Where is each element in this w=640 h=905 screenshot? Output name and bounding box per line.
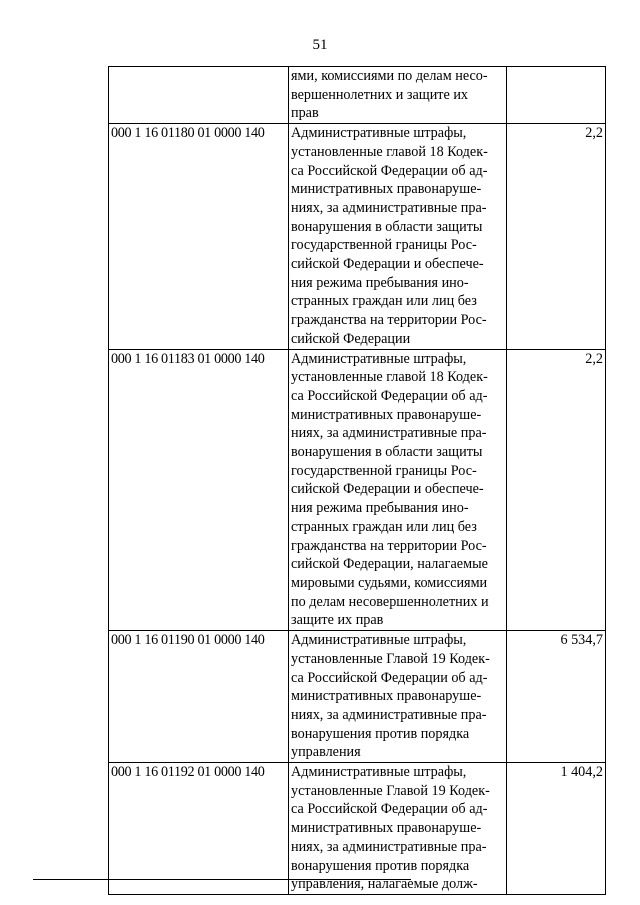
description-line: вонарушения в области защиты (291, 218, 483, 235)
description-line: установленные Главой 19 Кодек- (291, 782, 490, 799)
budget-classification-code: 000 1 16 01180 01 0000 140 (109, 124, 289, 349)
description-line: вершеннолетних и защите их (291, 86, 469, 103)
description-line: гражданства на территории Рос- (291, 312, 487, 329)
description-line: Административные штрафы, (291, 764, 467, 781)
description-line: по делам несовершеннолетних и (291, 593, 489, 610)
description-line: министративных правонаруше- (291, 181, 482, 198)
description-line: са Российской Федерации об ад- (291, 387, 488, 404)
description-line: Административные штрафы, (291, 350, 467, 367)
description-line: гражданства на территории Рос- (291, 537, 487, 554)
footnote-separator-line (33, 879, 411, 880)
description-line: прав (291, 105, 319, 122)
description-line: вонарушения против порядка (291, 725, 470, 742)
description-line: Административные штрафы, (291, 125, 467, 142)
table-row (109, 124, 606, 349)
description-line: ниях, за административные пра- (291, 706, 487, 723)
description-line: управления, налагаемые долж- (291, 876, 478, 893)
description-line: ниях, за административные пра- (291, 425, 487, 442)
budget-revenue-table (108, 66, 606, 895)
description-line: ниях, за административные пра- (291, 199, 487, 216)
table-row (109, 763, 606, 895)
revenue-description (289, 763, 507, 895)
description-line: са Российской Федерации об ад- (291, 801, 488, 818)
description-line: сийской Федерации и обеспече- (291, 256, 484, 273)
description-line: мировыми судьями, комиссиями (291, 574, 488, 591)
amount: 1 404,2 (507, 763, 606, 895)
description-line: ниях, за административные пра- (291, 838, 487, 855)
revenue-description (289, 349, 507, 631)
table-body (109, 67, 606, 895)
description-line: управления (291, 744, 361, 761)
revenue-description (289, 631, 507, 763)
budget-classification-code: 000 1 16 01192 01 0000 140 (109, 763, 289, 895)
description-line: министративных правонаруше- (291, 688, 482, 705)
description-line: установленные главой 18 Кодек- (291, 369, 488, 386)
description-line: ями, комиссиями по делам несо- (291, 68, 488, 84)
revenue-description (289, 67, 507, 124)
budget-classification-code: 000 1 16 01190 01 0000 140 (109, 631, 289, 763)
description-line: сийской Федерации (291, 330, 411, 347)
amount: 2,2 (507, 349, 606, 631)
table-row (109, 67, 606, 124)
budget-classification-code: 000 1 16 01183 01 0000 140 (109, 349, 289, 631)
description-line: государственной границы Рос- (291, 462, 477, 479)
description-line: государственной границы Рос- (291, 237, 477, 254)
description-line: странных граждан или лиц без (291, 518, 477, 535)
description-line: министративных правонаруше- (291, 406, 482, 423)
page-number: 51 (312, 37, 328, 53)
description-line: са Российской Федерации об ад- (291, 162, 488, 179)
amount (507, 67, 606, 124)
description-line: са Российской Федерации об ад- (291, 669, 488, 686)
table-row (109, 349, 606, 631)
description-line: сийской Федерации, налагаемые (291, 556, 488, 573)
budget-classification-code (109, 67, 289, 124)
revenue-description (289, 124, 507, 349)
table-row (109, 631, 606, 763)
description-line: ния режима пребывания ино- (291, 500, 469, 517)
description-line: вонарушения против порядка (291, 857, 470, 874)
amount: 2,2 (507, 124, 606, 349)
description-line: странных граждан или лиц без (291, 293, 477, 310)
description-line: ния режима пребывания ино- (291, 274, 469, 291)
amount: 6 534,7 (507, 631, 606, 763)
description-line: сийской Федерации и обеспече- (291, 481, 484, 498)
description-line: Административные штрафы, (291, 632, 467, 649)
description-line: защите их прав (291, 612, 384, 629)
description-line: министративных правонаруше- (291, 820, 482, 837)
description-line: установленные Главой 19 Кодек- (291, 650, 490, 667)
description-line: установленные главой 18 Кодек- (291, 143, 488, 160)
description-line: вонарушения в области защиты (291, 444, 483, 461)
